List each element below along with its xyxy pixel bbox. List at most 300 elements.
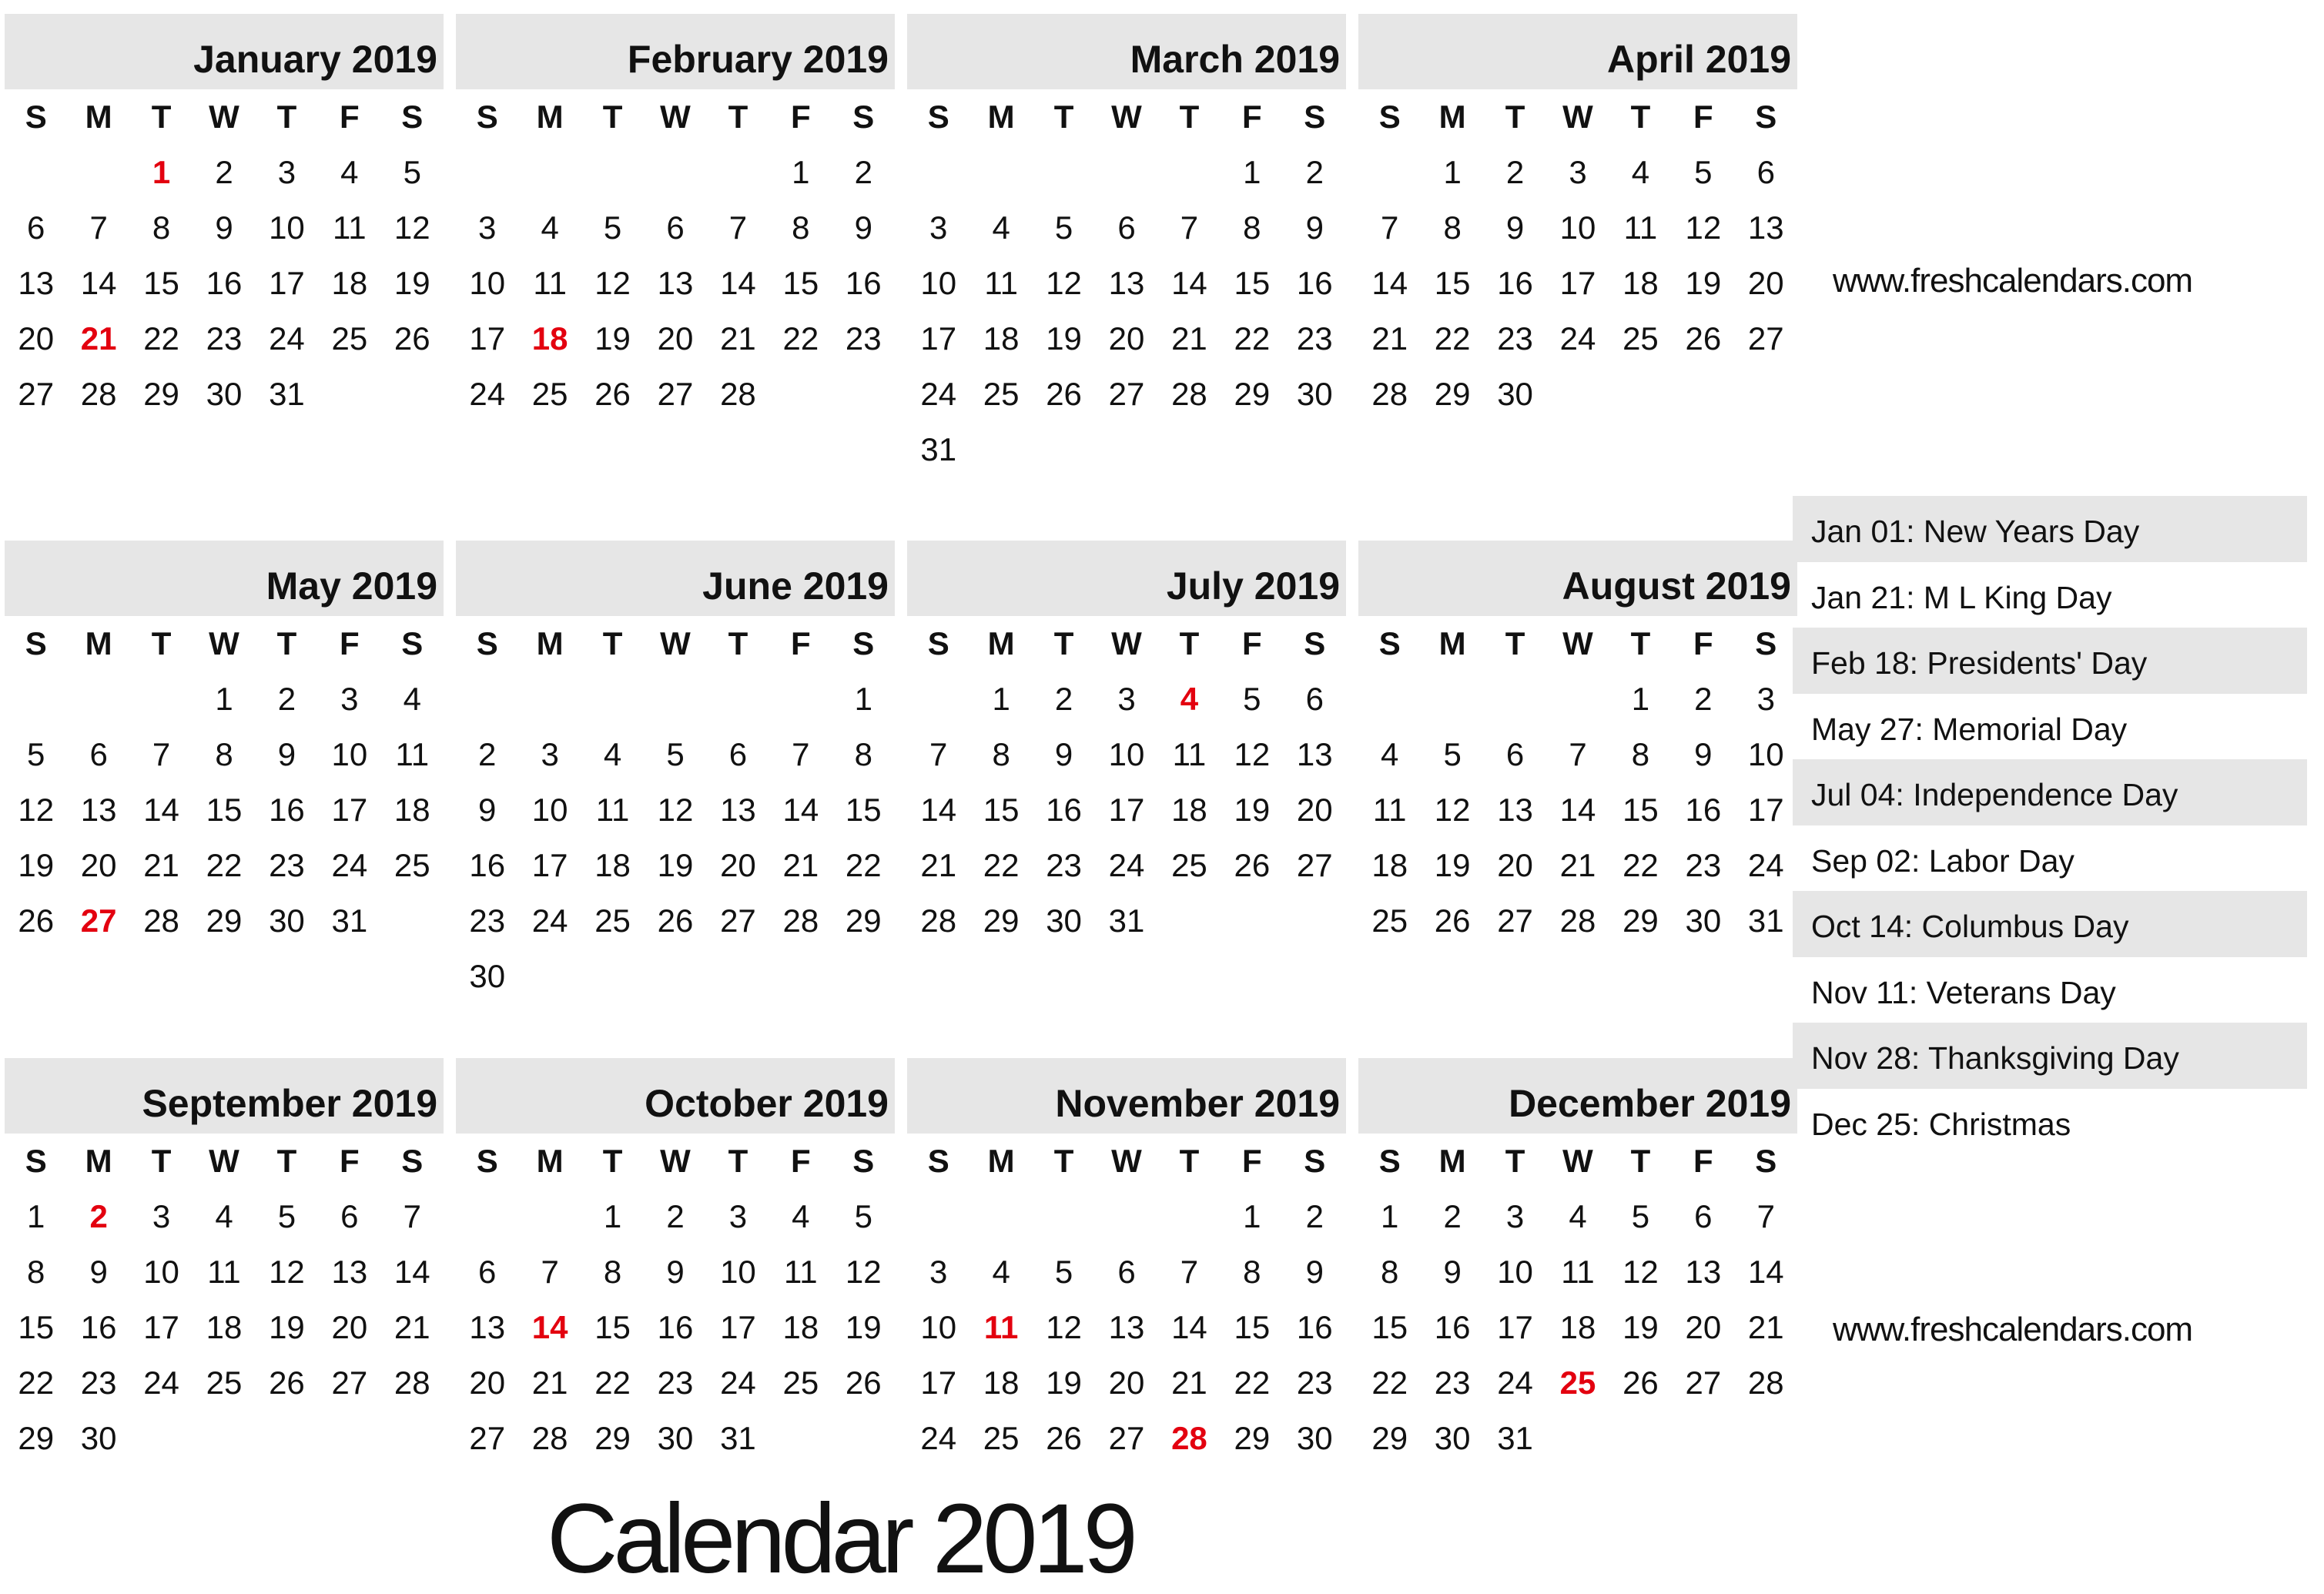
month-title: September 2019 [142,1082,437,1125]
day-cell: 23 [269,847,305,883]
empty-day-cell [707,145,769,200]
day-cell: 17 [1497,1309,1533,1345]
weekday-label: S [401,99,424,135]
weekday-label: S [927,1143,949,1179]
empty-day-cell [644,145,706,200]
weekday-label: T [602,1143,623,1179]
empty-day-cell [1358,145,1421,200]
day-cell: 28 [1559,902,1596,939]
month-days-grid [456,89,895,422]
month-days-grid [907,1134,1346,1466]
day-cell: 13 [1685,1254,1722,1290]
day-cell: 4 [1631,154,1650,190]
day-cell: 18 [594,847,631,883]
day-cell: 22 [206,847,243,883]
day-cell: 10 [1747,736,1784,772]
weekday-label: M [987,1143,1015,1179]
holiday-item: Nov 28: Thanksgiving Day [1793,1023,2307,1089]
day-cell: 23 [1497,320,1533,357]
day-cell: 8 [1243,209,1261,246]
day-cell: 21 [1559,847,1596,883]
day-cell: 13 [1108,1309,1145,1345]
day-cell: 17 [143,1309,179,1345]
day-cell: 8 [603,1254,622,1290]
day-cell: 1 [1381,1198,1399,1234]
day-cell: 15 [983,792,1020,828]
holiday-day-cell: 1 [152,154,171,190]
day-cell: 5 [603,209,622,246]
day-cell: 20 [18,320,55,357]
day-cell: 21 [1371,320,1408,357]
day-cell: 15 [18,1309,55,1345]
day-cell: 4 [541,209,559,246]
weekday-label: W [660,625,691,661]
day-cell: 19 [393,265,430,301]
day-cell: 4 [340,154,359,190]
day-cell: 23 [206,320,243,357]
holiday-item: Nov 11: Veterans Day [1811,974,2116,1010]
day-cell: 12 [1234,736,1271,772]
day-cell: 24 [1108,847,1145,883]
day-cell: 22 [1622,847,1659,883]
day-cell: 16 [1296,1309,1333,1345]
month-days-grid [1358,89,1797,422]
day-cell: 22 [1234,1365,1271,1401]
day-cell: 28 [531,1420,568,1456]
day-cell: 26 [1434,902,1471,939]
month-october [456,1058,895,1466]
weekday-label: S [927,625,949,661]
day-cell: 30 [1434,1420,1471,1456]
day-cell: 20 [1108,320,1145,357]
day-cell: 22 [594,1365,631,1401]
month-header [1358,1058,1797,1134]
day-cell: 6 [1305,681,1324,717]
day-cell: 23 [1046,847,1082,883]
day-cell: 25 [983,376,1020,412]
empty-day-cell [1158,145,1221,200]
day-cell: 5 [1054,1254,1073,1290]
month-header [907,541,1346,616]
weekday-label: W [1562,1143,1593,1179]
day-cell: 16 [1296,265,1333,301]
day-cell: 19 [1434,847,1471,883]
empty-day-cell [581,671,644,727]
website-link-bottom[interactable]: www.freshcalendars.com [1833,1311,2193,1348]
weekday-label: F [791,625,811,661]
day-cell: 21 [531,1365,568,1401]
day-cell: 10 [143,1254,179,1290]
day-cell: 6 [1756,154,1775,190]
day-cell: 5 [1443,736,1462,772]
day-cell: 18 [393,792,430,828]
month-header [5,14,444,89]
empty-day-cell [456,145,518,200]
day-cell: 6 [666,209,685,246]
day-cell: 4 [215,1198,233,1234]
day-cell: 9 [1305,1254,1324,1290]
day-cell: 12 [1046,265,1082,301]
weekday-label: M [536,99,564,135]
month-august [1358,541,1797,949]
day-cell: 29 [594,1420,631,1456]
day-cell: 1 [27,1198,45,1234]
month-july [907,541,1346,949]
day-cell: 25 [983,1420,1020,1456]
weekday-label: S [1304,1143,1326,1179]
weekday-label: T [1053,99,1074,135]
day-cell: 3 [1505,1198,1525,1234]
day-cell: 24 [531,902,568,939]
day-cell: 3 [152,1198,171,1234]
day-cell: 10 [1108,736,1145,772]
weekday-label: T [1505,625,1525,661]
weekday-label: T [1630,99,1651,135]
day-cell: 20 [720,847,756,883]
month-march [907,14,1346,477]
day-cell: 31 [331,902,368,939]
day-cell: 24 [920,1420,957,1456]
holiday-day-cell: 28 [1171,1420,1207,1456]
day-cell: 27 [720,902,756,939]
day-cell: 25 [594,902,631,939]
day-cell: 2 [666,1198,685,1234]
holiday-item: Sep 02: Labor Day [1811,842,2075,879]
day-cell: 12 [845,1254,882,1290]
weekday-label: S [1304,625,1326,661]
weekday-label: F [340,1143,360,1179]
day-cell: 6 [27,209,45,246]
day-cell: 27 [331,1365,368,1401]
day-cell: 23 [845,320,882,357]
day-cell: 23 [1296,1365,1333,1401]
day-cell: 11 [395,736,430,772]
holiday-day-cell: 25 [1559,1365,1596,1401]
month-days-grid [1358,1134,1797,1466]
weekday-label: S [401,1143,424,1179]
day-cell: 21 [720,320,756,357]
weekday-label: T [728,625,748,661]
day-cell: 7 [792,736,810,772]
day-cell: 10 [1559,209,1596,246]
weekday-label: T [728,99,748,135]
day-cell: 6 [1505,736,1525,772]
day-cell: 12 [657,792,694,828]
day-cell: 17 [1747,792,1784,828]
day-cell: 3 [1569,154,1587,190]
empty-day-cell [969,145,1032,200]
day-cell: 26 [845,1365,882,1401]
weekday-label: F [1242,1143,1262,1179]
weekday-label: T [1630,625,1651,661]
day-cell: 22 [983,847,1020,883]
month-header [5,1058,444,1134]
day-cell: 15 [1234,265,1271,301]
day-cell: 27 [1296,847,1333,883]
day-cell: 2 [1305,154,1324,190]
day-cell: 31 [269,376,305,412]
day-cell: 9 [277,736,296,772]
empty-day-cell [907,1189,969,1244]
empty-day-cell [130,671,193,727]
weekday-label: W [660,1143,691,1179]
weekday-label: W [209,99,239,135]
day-cell: 25 [206,1365,243,1401]
day-cell: 15 [1234,1309,1271,1345]
month-days-grid [907,89,1346,477]
day-cell: 3 [1756,681,1775,717]
day-cell: 12 [1622,1254,1659,1290]
day-cell: 29 [143,376,179,412]
day-cell: 20 [657,320,694,357]
day-cell: 30 [1046,902,1082,939]
day-cell: 29 [1434,376,1471,412]
weekday-label: S [852,1143,875,1179]
day-cell: 1 [1243,154,1261,190]
day-cell: 21 [920,847,957,883]
day-cell: 17 [331,792,368,828]
day-cell: 30 [1296,376,1333,412]
day-cell: 15 [1622,792,1659,828]
weekday-label: F [1242,99,1262,135]
day-cell: 15 [1371,1309,1408,1345]
day-cell: 10 [469,265,506,301]
month-header [456,14,895,89]
day-cell: 24 [1497,1365,1533,1401]
month-title: January 2019 [193,38,437,81]
day-cell: 29 [983,902,1020,939]
day-cell: 10 [531,792,568,828]
day-cell: 25 [1622,320,1659,357]
day-cell: 20 [80,847,117,883]
weekday-label: S [1755,625,1777,661]
day-cell: 18 [1622,265,1659,301]
month-days-grid [5,1134,444,1466]
day-cell: 16 [1685,792,1722,828]
day-cell: 13 [331,1254,368,1290]
weekday-label: M [987,99,1015,135]
empty-day-cell [969,1189,1032,1244]
day-cell: 2 [1305,1198,1324,1234]
day-cell: 25 [1171,847,1207,883]
day-cell: 9 [1694,736,1713,772]
day-cell: 1 [992,681,1010,717]
day-cell: 24 [920,376,957,412]
weekday-label: T [1630,1143,1651,1179]
weekday-label: T [1505,1143,1525,1179]
month-title: May 2019 [266,564,437,608]
month-days-grid [907,616,1346,949]
day-cell: 11 [1623,209,1658,246]
day-cell: 8 [152,209,171,246]
holiday-item: May 27: Memorial Day [1811,711,2128,747]
day-cell: 3 [929,1254,948,1290]
month-november [907,1058,1346,1466]
day-cell: 20 [1747,265,1784,301]
day-cell: 17 [531,847,568,883]
day-cell: 2 [1505,154,1525,190]
day-cell: 6 [1694,1198,1713,1234]
day-cell: 6 [1117,209,1136,246]
day-cell: 15 [845,792,882,828]
day-cell: 13 [1497,792,1533,828]
weekday-label: T [1053,1143,1074,1179]
day-cell: 31 [1747,902,1784,939]
day-cell: 5 [854,1198,872,1234]
month-december [1358,1058,1797,1466]
day-cell: 30 [1497,376,1533,412]
day-cell: 9 [666,1254,685,1290]
day-cell: 7 [541,1254,559,1290]
day-cell: 9 [1305,209,1324,246]
day-cell: 10 [331,736,368,772]
day-cell: 28 [143,902,179,939]
day-cell: 1 [792,154,810,190]
weekday-label: F [1242,625,1262,661]
day-cell: 31 [720,1420,756,1456]
day-cell: 22 [143,320,179,357]
month-days-grid [456,616,895,1004]
empty-day-cell [456,1189,518,1244]
day-cell: 17 [720,1309,756,1345]
day-cell: 4 [403,681,421,717]
website-link-top[interactable]: www.freshcalendars.com [1833,262,2193,300]
day-cell: 21 [143,847,179,883]
day-cell: 26 [1234,847,1271,883]
day-cell: 7 [1756,1198,1775,1234]
day-cell: 5 [1631,1198,1650,1234]
day-cell: 11 [595,792,630,828]
day-cell: 24 [331,847,368,883]
weekday-label: S [1755,1143,1777,1179]
day-cell: 26 [1046,1420,1082,1456]
day-cell: 22 [1371,1365,1408,1401]
day-cell: 4 [603,736,622,772]
day-cell: 19 [269,1309,305,1345]
day-cell: 11 [1372,792,1407,828]
day-cell: 28 [1171,376,1207,412]
weekday-label: T [151,625,172,661]
day-cell: 1 [1631,681,1650,717]
day-cell: 21 [782,847,819,883]
day-cell: 8 [27,1254,45,1290]
day-cell: 27 [469,1420,506,1456]
holiday-day-cell: 4 [1180,681,1199,717]
weekday-label: F [791,99,811,135]
empty-day-cell [518,145,581,200]
day-cell: 15 [782,265,819,301]
day-cell: 15 [1434,265,1471,301]
day-cell: 13 [1747,209,1784,246]
day-cell: 24 [469,376,506,412]
day-cell: 12 [1434,792,1471,828]
day-cell: 1 [603,1198,622,1234]
day-cell: 10 [720,1254,756,1290]
day-cell: 14 [1371,265,1408,301]
day-cell: 1 [1443,154,1462,190]
month-june [456,541,895,1004]
month-title: June 2019 [702,564,889,608]
day-cell: 23 [1434,1365,1471,1401]
day-cell: 29 [206,902,243,939]
weekday-label: M [85,99,112,135]
weekday-label: M [1438,625,1466,661]
day-cell: 12 [594,265,631,301]
day-cell: 7 [1180,1254,1199,1290]
day-cell: 7 [728,209,748,246]
day-cell: 27 [1497,902,1533,939]
day-cell: 13 [1108,265,1145,301]
day-cell: 18 [1371,847,1408,883]
weekday-label: T [276,625,297,661]
day-cell: 15 [143,265,179,301]
weekday-label: S [852,625,875,661]
day-cell: 14 [720,265,756,301]
day-cell: 9 [1443,1254,1462,1290]
month-title: April 2019 [1606,38,1791,81]
day-cell: 2 [1694,681,1713,717]
day-cell: 26 [1622,1365,1659,1401]
day-cell: 24 [1559,320,1596,357]
holiday-item: Jan 21: M L King Day [1811,579,2112,615]
day-cell: 25 [1371,902,1408,939]
day-cell: 9 [89,1254,108,1290]
weekday-label: T [276,1143,297,1179]
day-cell: 4 [1381,736,1399,772]
day-cell: 2 [478,736,497,772]
weekday-label: S [401,625,424,661]
empty-day-cell [644,671,706,727]
day-cell: 28 [720,376,756,412]
day-cell: 5 [1694,154,1713,190]
empty-day-cell [1546,671,1609,727]
day-cell: 20 [1685,1309,1722,1345]
empty-day-cell [907,145,969,200]
day-cell: 9 [478,792,497,828]
day-cell: 5 [666,736,685,772]
day-cell: 8 [854,736,872,772]
day-cell: 31 [1497,1420,1533,1456]
empty-day-cell [1158,1189,1221,1244]
day-cell: 29 [1622,902,1659,939]
day-cell: 11 [333,209,367,246]
day-cell: 31 [920,431,957,467]
day-cell: 1 [854,681,872,717]
weekday-label: M [1438,1143,1466,1179]
month-february [456,14,895,422]
day-cell: 25 [531,376,568,412]
weekday-label: W [1111,99,1142,135]
day-cell: 29 [1234,1420,1271,1456]
day-cell: 3 [728,1198,748,1234]
weekday-label: T [1505,99,1525,135]
weekday-label: W [660,99,691,135]
holiday-item: Jan 01: New Years Day [1793,496,2307,562]
day-cell: 21 [393,1309,430,1345]
day-cell: 19 [845,1309,882,1345]
month-header [5,541,444,616]
holiday-item: Oct 14: Columbus Day [1793,891,2307,957]
day-cell: 2 [854,154,872,190]
day-cell: 30 [80,1420,117,1456]
day-cell: 17 [269,265,305,301]
day-cell: 19 [1234,792,1271,828]
month-january [5,14,444,422]
weekday-label: S [1304,99,1326,135]
day-cell: 20 [1497,847,1533,883]
month-title: February 2019 [627,38,889,81]
day-cell: 14 [1747,1254,1784,1290]
